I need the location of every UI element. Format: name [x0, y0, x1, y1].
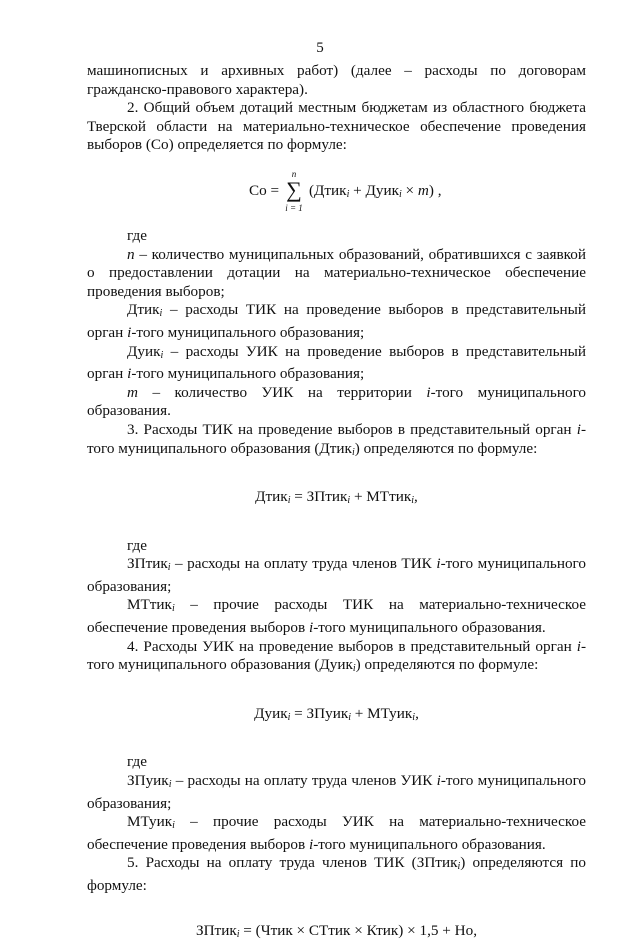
subscript-i: i	[287, 711, 291, 723]
subscript-i: i	[411, 495, 415, 507]
var-duik: Дуик	[127, 342, 161, 360]
subscript-i: i	[171, 603, 175, 615]
term: = ЗПтик	[290, 488, 348, 506]
sum-lower-limit: i = 1	[285, 202, 303, 213]
formula-lhs: Со =	[249, 181, 280, 199]
sigma-symbol: ∑	[286, 176, 302, 202]
formula-rhs	[309, 182, 442, 205]
var-m: m	[127, 383, 138, 401]
para-text: ) определяются по формуле:	[355, 656, 539, 674]
subscript-i: i	[159, 308, 163, 320]
def-tail: -того муниципального образования;	[131, 323, 365, 341]
definition-dtik	[87, 301, 586, 342]
def-tail: -того муниципального образования;	[87, 555, 587, 595]
paragraph-3	[87, 421, 586, 462]
paragraph-4	[87, 638, 586, 679]
term-duik: + Дуик	[349, 181, 399, 199]
def-text: – количество муниципальных образований, обратившихся с заявкой о предоставлении дотации на материально-техническое обеспечение проведения выборов;	[87, 245, 586, 300]
var-i: i	[308, 835, 314, 853]
var-i: i	[436, 555, 441, 573]
times-sign: ×	[401, 181, 418, 199]
def-text: – расходы ТИК на проведение выборов в представительный орган	[87, 301, 586, 341]
def-text: – прочие расходы ТИК на материально-техническое обеспечение проведения выборов	[87, 596, 586, 637]
var-n: n	[127, 245, 135, 263]
definition-n	[87, 246, 586, 302]
def-text: – расходы УИК на проведение выборов в представительный орган	[87, 342, 586, 383]
definition-zptik	[87, 555, 586, 596]
formula-zptik	[87, 922, 586, 944]
subscript-i: i	[352, 663, 356, 675]
subscript-i: i	[236, 928, 240, 940]
def-tail: -того муниципального образования.	[313, 619, 546, 637]
formula-close: ) ,	[428, 181, 442, 199]
subscript-i: i	[348, 711, 351, 723]
def-text: – расходы на оплату труда членов УИК	[171, 772, 437, 790]
term-m: m	[417, 181, 429, 199]
subscript-i: i	[398, 188, 402, 200]
term: Дтик	[255, 488, 288, 506]
subscript-i: i	[167, 562, 171, 574]
formula-duik	[87, 705, 586, 728]
subscript-i: i	[160, 349, 164, 361]
formula-total-subsidy	[87, 155, 586, 227]
where-label: где	[127, 536, 147, 554]
var-i: i	[576, 637, 581, 655]
subscript-i: i	[287, 495, 291, 507]
def-tail: -того муниципального образования.	[313, 835, 546, 853]
definition-mtuik	[87, 813, 586, 854]
term: Дуик	[254, 704, 288, 722]
page-number: 5	[316, 40, 324, 56]
para-text: ) определяются по формуле:	[87, 854, 586, 894]
def-text: – расходы на оплату труда членов ТИК	[170, 555, 437, 573]
definition-m	[87, 384, 586, 421]
formula-dtik	[87, 488, 586, 511]
definition-duik	[87, 343, 586, 384]
subscript-i: i	[457, 861, 461, 873]
var-i: i	[426, 383, 431, 401]
var-i: i	[127, 323, 132, 341]
paragraph-5	[87, 854, 586, 895]
def-tail: -того муниципального образования.	[87, 383, 587, 420]
where-label: где	[127, 753, 147, 771]
var-i: i	[308, 619, 314, 637]
document-body	[87, 62, 586, 944]
where-label: где	[127, 226, 147, 244]
var-zpuik: ЗПуик	[127, 772, 169, 790]
subscript-i: i	[351, 446, 355, 458]
para-text: 4. Расходы УИК на проведение выборов в представительный орган	[127, 637, 577, 655]
para-text: -того муниципального образования (Дуик	[87, 637, 586, 674]
var-i: i	[576, 420, 581, 438]
def-tail: -того муниципального образования;	[87, 772, 587, 812]
term: ЗПтик	[195, 921, 237, 939]
def-text: – количество УИК на территории	[137, 383, 427, 401]
term: + МТтик	[350, 488, 412, 506]
intro-continuation: машинописных и архивных работ) (далее – расходы по договорам гражданско-правового характера).	[87, 62, 586, 98]
para-text: -того муниципального образования (Дтик	[87, 420, 586, 457]
subscript-i: i	[172, 820, 175, 832]
var-dtik: Дтик	[127, 301, 160, 319]
summation-sign	[283, 169, 305, 213]
para-text: 5. Расходы на оплату труда членов ТИК (ЗПтик	[127, 854, 458, 872]
term: ,	[414, 488, 418, 506]
var-zptik: ЗПтик	[127, 555, 168, 573]
definition-zpuik	[87, 772, 586, 813]
term: + МТуик	[351, 704, 413, 722]
paragraph-2: 2. Общий объем дотаций местным бюджетам из областного бюджета Тверской области на материально-техническое обеспечение проведения выборов (Со) определяется по формуле:	[87, 99, 586, 154]
var-i: i	[436, 772, 441, 790]
para-text: ) определяются по формуле:	[354, 439, 538, 457]
term: = ЗПуик	[290, 704, 349, 722]
definition-mttik	[87, 596, 586, 637]
para-text: 3. Расходы ТИК на проведение выборов в представительный орган	[127, 420, 577, 438]
def-text: – прочие расходы УИК на материально-техническое обеспечение проведения выборов	[87, 813, 586, 853]
subscript-i: i	[412, 711, 416, 723]
term: ,	[415, 704, 419, 722]
subscript-i: i	[347, 495, 351, 507]
var-mttik: МТтик	[127, 596, 172, 614]
def-tail: -того муниципального образования;	[131, 365, 365, 383]
term: = (Чтик × СТтик × Ктик) × 1,5 + Но,	[239, 921, 478, 939]
sum-upper-limit: n	[291, 168, 297, 179]
var-i: i	[127, 365, 132, 383]
term-dtik: (Дтик	[309, 181, 347, 199]
subscript-i: i	[346, 188, 350, 200]
var-mtuik: МТуик	[127, 813, 173, 831]
subscript-i: i	[168, 779, 172, 791]
